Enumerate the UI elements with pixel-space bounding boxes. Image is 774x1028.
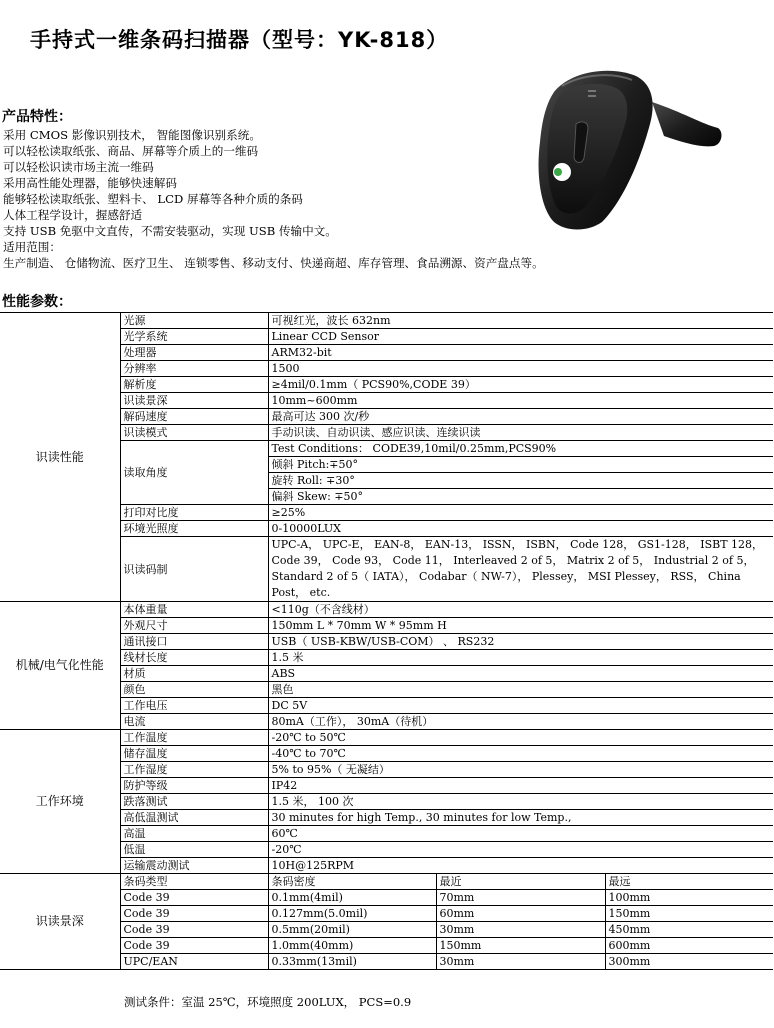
spec-value: ≥4mil/0.1mm（ PCS90%,CODE 39） [268,377,773,393]
features-heading: 产品特性： [2,109,72,125]
depth-cell: 30mm [436,922,605,938]
feature-line: 适用范围： [3,240,61,254]
spec-key: 运输震动测试 [120,858,268,874]
spec-value: DC 5V [268,698,773,714]
group-label-reading: 识读性能 [0,313,120,602]
spec-key: 高温 [120,826,268,842]
depth-cell: 30mm [436,954,605,970]
spec-key: 材质 [120,666,268,682]
spec-value: 可视红光，波长 632nm [268,313,773,329]
spec-key: 读取角度 [120,441,268,505]
spec-value: ARM32-bit [268,345,773,361]
depth-cell: Code 39 [120,922,268,938]
test-conditions-note: 测试条件：室温 25℃，环境照度 200LUX， PCS=0.9 [124,995,412,1009]
depth-cell: 0.5mm(20mil) [268,922,436,938]
spec-value: 最高可达 300 次/秒 [268,409,773,425]
spec-key: 处理器 [120,345,268,361]
depth-cell: Code 39 [120,938,268,954]
depth-cell: 0.33mm(13mil) [268,954,436,970]
depth-cell: 70mm [436,890,605,906]
spec-value: 60℃ [268,826,773,842]
spec-key: 高低温测试 [120,810,268,826]
spec-key: 解析度 [120,377,268,393]
spec-value: 1.5 米 [268,650,773,666]
spec-key: 储存温度 [120,746,268,762]
spec-value: 5% to 95%（ 无凝结） [268,762,773,778]
feature-line: 可以轻松识读市场主流一维码 [3,160,154,174]
spec-value: 黑色 [268,682,773,698]
spec-value: 倾斜 Pitch:∓50° [268,457,773,473]
page-title: 手持式一维条码扫描器（型号：YK-818） [30,28,449,52]
spec-table [0,312,773,970]
spec-key: 环境光照度 [120,521,268,537]
spec-value: 偏斜 Skew: ∓50° [268,489,773,505]
spec-value: ≥25% [268,505,773,521]
spec-value: <110g（不含线材） [268,602,773,618]
depth-cell: Code 39 [120,906,268,922]
spec-key: 打印对比度 [120,505,268,521]
spec-value: 10mm~600mm [268,393,773,409]
spec-key: 通讯接口 [120,634,268,650]
depth-header-cell: 条码类型 [120,874,268,890]
spec-value: 30 minutes for high Temp., 30 minutes for low Temp., [268,810,773,826]
spec-key: 电流 [120,714,268,730]
spec-key: 工作湿度 [120,762,268,778]
spec-key: 颜色 [120,682,268,698]
depth-cell: 600mm [605,938,773,954]
spec-value: Test Conditions： CODE39,10mil/0.25mm,PCS90% [268,441,773,457]
spec-value: -20℃ [268,842,773,858]
depth-cell: 100mm [605,890,773,906]
spec-value: 10H@125RPM [268,858,773,874]
feature-line: 生产制造、 仓储物流、医疗卫生、 连锁零售、移动支付、快递商超、库存管理、食品溯源、资产盘点等。 [3,256,544,270]
spec-key: 分辨率 [120,361,268,377]
spec-key: 跌落测试 [120,794,268,810]
spec-value: IP42 [268,778,773,794]
group-label-depth: 识读景深 [0,874,120,970]
feature-line: 采用高性能处理器，能够快速解码 [3,176,177,190]
depth-header-cell: 最近 [436,874,605,890]
depth-cell: 150mm [436,938,605,954]
depth-header-cell: 条码密度 [268,874,436,890]
depth-cell: 1.0mm(40mm) [268,938,436,954]
spec-value: 0-10000LUX [268,521,773,537]
specs-heading: 性能参数： [2,294,72,310]
spec-key: 线材长度 [120,650,268,666]
spec-value: 旋转 Roll: ∓30° [268,473,773,489]
spec-value: 1.5 米， 100 次 [268,794,773,810]
depth-cell: 150mm [605,906,773,922]
features-list [3,127,544,271]
scanner-product-image [532,62,724,234]
spec-value: ABS [268,666,773,682]
depth-cell: 60mm [436,906,605,922]
spec-key: 光源 [120,313,268,329]
spec-value: Linear CCD Sensor [268,329,773,345]
spec-value: UPC-A， UPC-E， EAN-8， EAN-13， ISSN， ISBN， Code 128， GS1-128， ISBT 128， Code 39， Code 93， Code 11， Interleaved 2 of 5， Matrix 2 of 5， Industrial 2 of 5， Standard 2 of 5（ IATA）， Codabar（ NW-7）， Plessey， MSI Plessey， RSS， China Post， etc. [268,537,773,602]
feature-line: 可以轻松读取纸张、商品、屏幕等介质上的一维码 [3,144,259,158]
spec-key: 低温 [120,842,268,858]
group-label-environment: 工作环境 [0,730,120,874]
spec-key: 光学系统 [120,329,268,345]
depth-cell: 0.1mm(4mil) [268,890,436,906]
feature-line: 人体工程学设计，握感舒适 [3,208,143,222]
spec-key: 工作电压 [120,698,268,714]
feature-line: 采用 CMOS 影像识别技术， 智能图像识别系统。 [3,128,261,142]
feature-line: 支持 USB 免驱中文直传，不需安装驱动，实现 USB 传输中文。 [3,224,337,238]
spec-value: 1500 [268,361,773,377]
spec-value: 150mm L * 70mm W * 95mm H [268,618,773,634]
depth-cell: UPC/EAN [120,954,268,970]
spec-key: 外观尺寸 [120,618,268,634]
spec-key: 识读景深 [120,393,268,409]
depth-cell: 0.127mm(5.0mil) [268,906,436,922]
group-label-mechanical: 机械/电气化性能 [0,602,120,730]
spec-value: -40℃ to 70℃ [268,746,773,762]
spec-key: 识读码制 [120,537,268,602]
depth-header-cell: 最远 [605,874,773,890]
spec-value: 80mA（工作）， 30mA（待机） [268,714,773,730]
spec-key: 解码速度 [120,409,268,425]
spec-value: -20℃ to 50℃ [268,730,773,746]
spec-key: 防护等级 [120,778,268,794]
feature-line: 能够轻松读取纸张、塑料卡、 LCD 屏幕等各种介质的条码 [3,192,303,206]
spec-value: USB（ USB-KBW/USB-COM） 、 RS232 [268,634,773,650]
spec-key: 工作温度 [120,730,268,746]
spec-value: 手动识读、自动识读、感应识读、连续识读 [268,425,773,441]
depth-cell: 450mm [605,922,773,938]
spec-key: 识读模式 [120,425,268,441]
depth-cell: 300mm [605,954,773,970]
depth-cell: Code 39 [120,890,268,906]
spec-key: 本体重量 [120,602,268,618]
